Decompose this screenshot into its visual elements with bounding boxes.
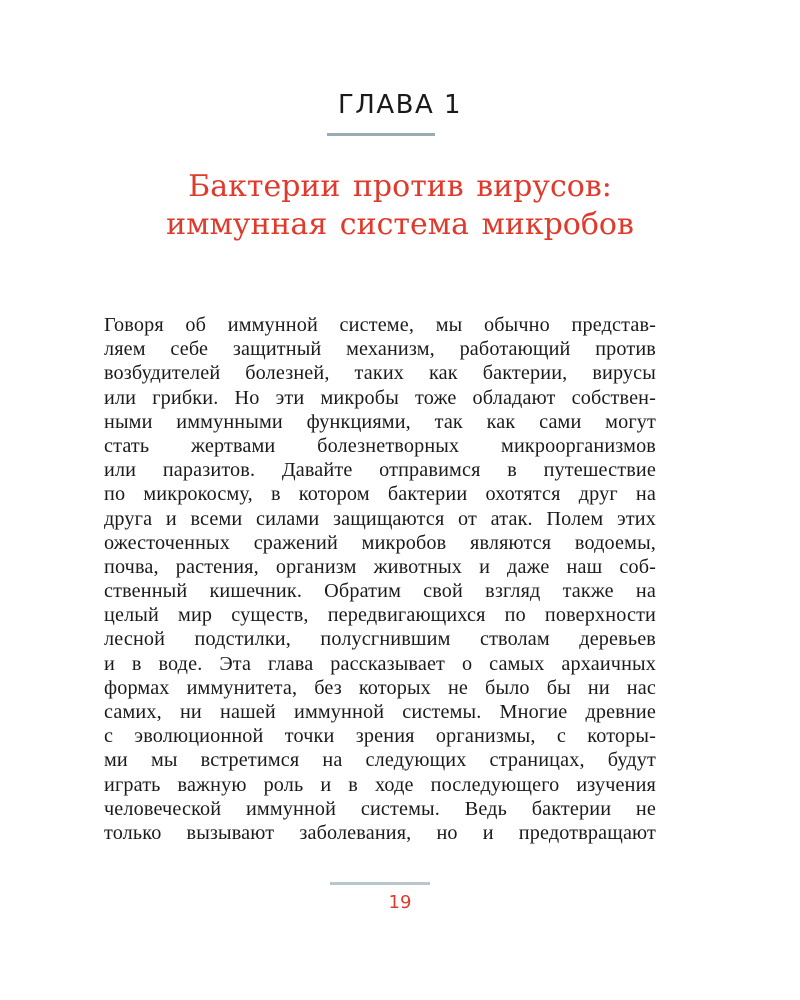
chapter-label: ГЛАВА 1 [337,90,463,120]
footer-divider [330,882,430,885]
text-line: ожесточенных сражений микробов являются водоемы, [104,531,656,554]
chapter-divider [327,133,435,136]
body-paragraph [104,313,656,845]
text-line: друга и всеми силами защищаются от атак. Полем этих [104,507,656,530]
text-line: человеческой иммунной системы. Ведь бактерии не [104,797,656,820]
chapter-title-line: иммунная система микробов [166,207,634,242]
page-number: 19 [388,892,412,913]
text-line: ляем себе защитный механизм, работающий против [104,338,656,361]
text-line: ными иммунными функциями, так как сами могут [104,410,656,433]
text-line: формах иммунитета, без которых не было бы ни нас [104,676,656,699]
text-line: ственный кишечник. Обратим свой взгляд также на [104,580,656,603]
text-line: играть важную роль и в ходе последующего изучения [104,773,656,796]
text-line: только вызывают заболевания, но и предотвращают [104,821,656,844]
text-line: почва, растения, организм животных и даже наш соб- [104,555,656,578]
text-line: самих, ни нашей иммунной системы. Многие древние [104,701,656,723]
text-line: целый мир существ, передвигающихся по поверхности [104,604,656,627]
text-line: возбудителей болезней, таких как бактерии, вирусы [104,362,656,385]
text-line: ми мы встретимся на следующих страницах, будут [104,749,656,772]
chapter-title-line: Бактерии против вирусов: [188,169,612,204]
text-line: стать жертвами болезнетворных микроорганизмов [104,434,656,457]
text-line: или паразитов. Давайте отправимся в путешествие [104,459,656,482]
text-line: или грибки. Но эти микробы тоже обладают собствен- [104,386,656,409]
text-line: с эволюционной точки зрения организмы, с которы- [104,725,656,748]
text-line: Говоря об иммунной системе, мы обычно представ- [104,314,656,336]
text-line: лесной подстилки, полусгнившим стволам деревьев [104,628,656,651]
text-line: по микрокосму, в котором бактерии охотятся друг на [104,483,656,506]
chapter-title [0,168,800,244]
text-line: и в воде. Эта глава рассказывает о самых архаичных [104,652,656,675]
